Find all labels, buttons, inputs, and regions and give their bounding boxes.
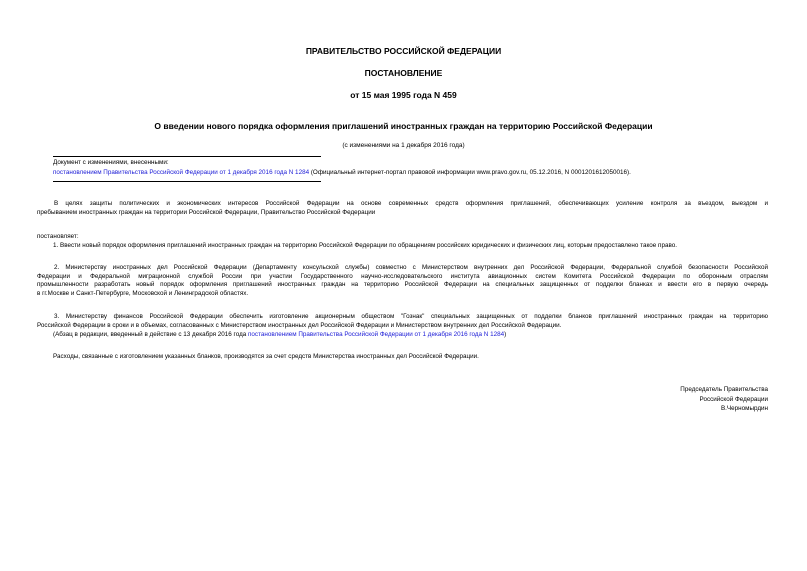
amend-bottom-rule	[53, 181, 321, 182]
edit-note-suffix: )	[504, 331, 507, 338]
issuer-heading: ПРАВИТЕЛЬСТВО РОССИЙСКОЙ ФЕДЕРАЦИИ	[305, 46, 502, 56]
item-2-line-2: Федерации и Федеральной миграционной службой России при участии Государственного научно-исследовательского института авиационных систем Комитета Российской Федерации по оборонным отраслям	[37, 272, 768, 280]
preamble-paragraph	[37, 200, 768, 217]
signature-title: Председатель Правительства	[680, 386, 768, 393]
preamble-line-1: В целях защиты политических и экономических интересов Российской Федерации на основе современных средств оформления приглашений, обеспечивающих усиление контроля за въездом, выездом и	[54, 200, 768, 207]
item-3-line-1: 3. Министерству финансов Российской Федерации обеспечить изготовление акционерным обществом "Гознак" специальных защищенных от подделки бланков приглашений иностранных граждан на территорию	[54, 313, 768, 320]
amendment-link[interactable]: постановлением Правительства Российской Федерации от 1 декабря 2016 года N 1284	[53, 169, 310, 176]
item-3-paragraph	[37, 313, 768, 330]
edit-note-prefix: (Абзац в редакции, введенный в действие с 13 декабря 2016 года	[53, 331, 249, 338]
item-2-line-3: промышленности разработать новый порядок оформления приглашений иностранных граждан на территорию Российской Федерации на специальных защищенных от подделки бланках и ввести его в первую очередь	[37, 281, 768, 289]
date-number-heading: от 15 мая 1995 года N 459	[350, 90, 457, 100]
item-2-line-4: в гг.Москве и Санкт-Петербурге, Московской и Ленинградской областях.	[37, 289, 249, 297]
amend-line	[53, 169, 631, 178]
signature-name: В.Черномырдин	[720, 405, 768, 412]
item-3-line-2: Российской Федерации в сроки и в объемах, согласованных с Министерством иностранных дел Российской Федерации и Министерством внутренних дел Российской Федерации.	[37, 321, 562, 329]
changes-note: (с изменениями на 1 декабря 2016 года)	[342, 142, 465, 149]
item-2-paragraph	[37, 264, 768, 298]
expenses-paragraph: Расходы, связанные с изготовлением указанных бланков, производятся за счет средств Министерства иностранных дел Российской Федерации.	[53, 353, 479, 360]
preamble-line-2: пребыванием иностранных граждан на территории Российской Федерации, Правительство Российской Федерации	[37, 208, 376, 216]
document-title: О введении нового порядка оформления приглашений иностранных граждан на территорию Российской Федерации	[154, 121, 653, 131]
signature-org: Российской Федерации	[699, 395, 768, 403]
amend-top-rule	[53, 156, 321, 157]
signature-block	[680, 385, 768, 414]
edit-note-link[interactable]: постановлением Правительства Российской Федерации от 1 декабря 2016 года N 1284	[248, 331, 505, 338]
item-1: 1. Ввести новый порядок оформления приглашений иностранных граждан на территорию Российской Федерации по обращениям российских юридических и физических лиц, которым предоставлено такое право.	[53, 242, 677, 249]
document-type-heading: ПОСТАНОВЛЕНИЕ	[364, 68, 443, 78]
item-2-line-1: 2. Министерству иностранных дел Российской Федерации (Департаменту консульской службы) совместно с Министерством внутренних дел Российской Федерации, Федеральной службой безопасности Российской	[54, 264, 768, 271]
amend-source: (Официальный интернет-портал правовой информации www.pravo.gov.ru, 05.12.2016, N 0001201612050016).	[309, 169, 631, 176]
item-3-edit-note	[53, 331, 506, 340]
decides-label: постановляет:	[37, 233, 79, 240]
amend-intro: Документ с изменениями, внесенными:	[53, 159, 169, 166]
